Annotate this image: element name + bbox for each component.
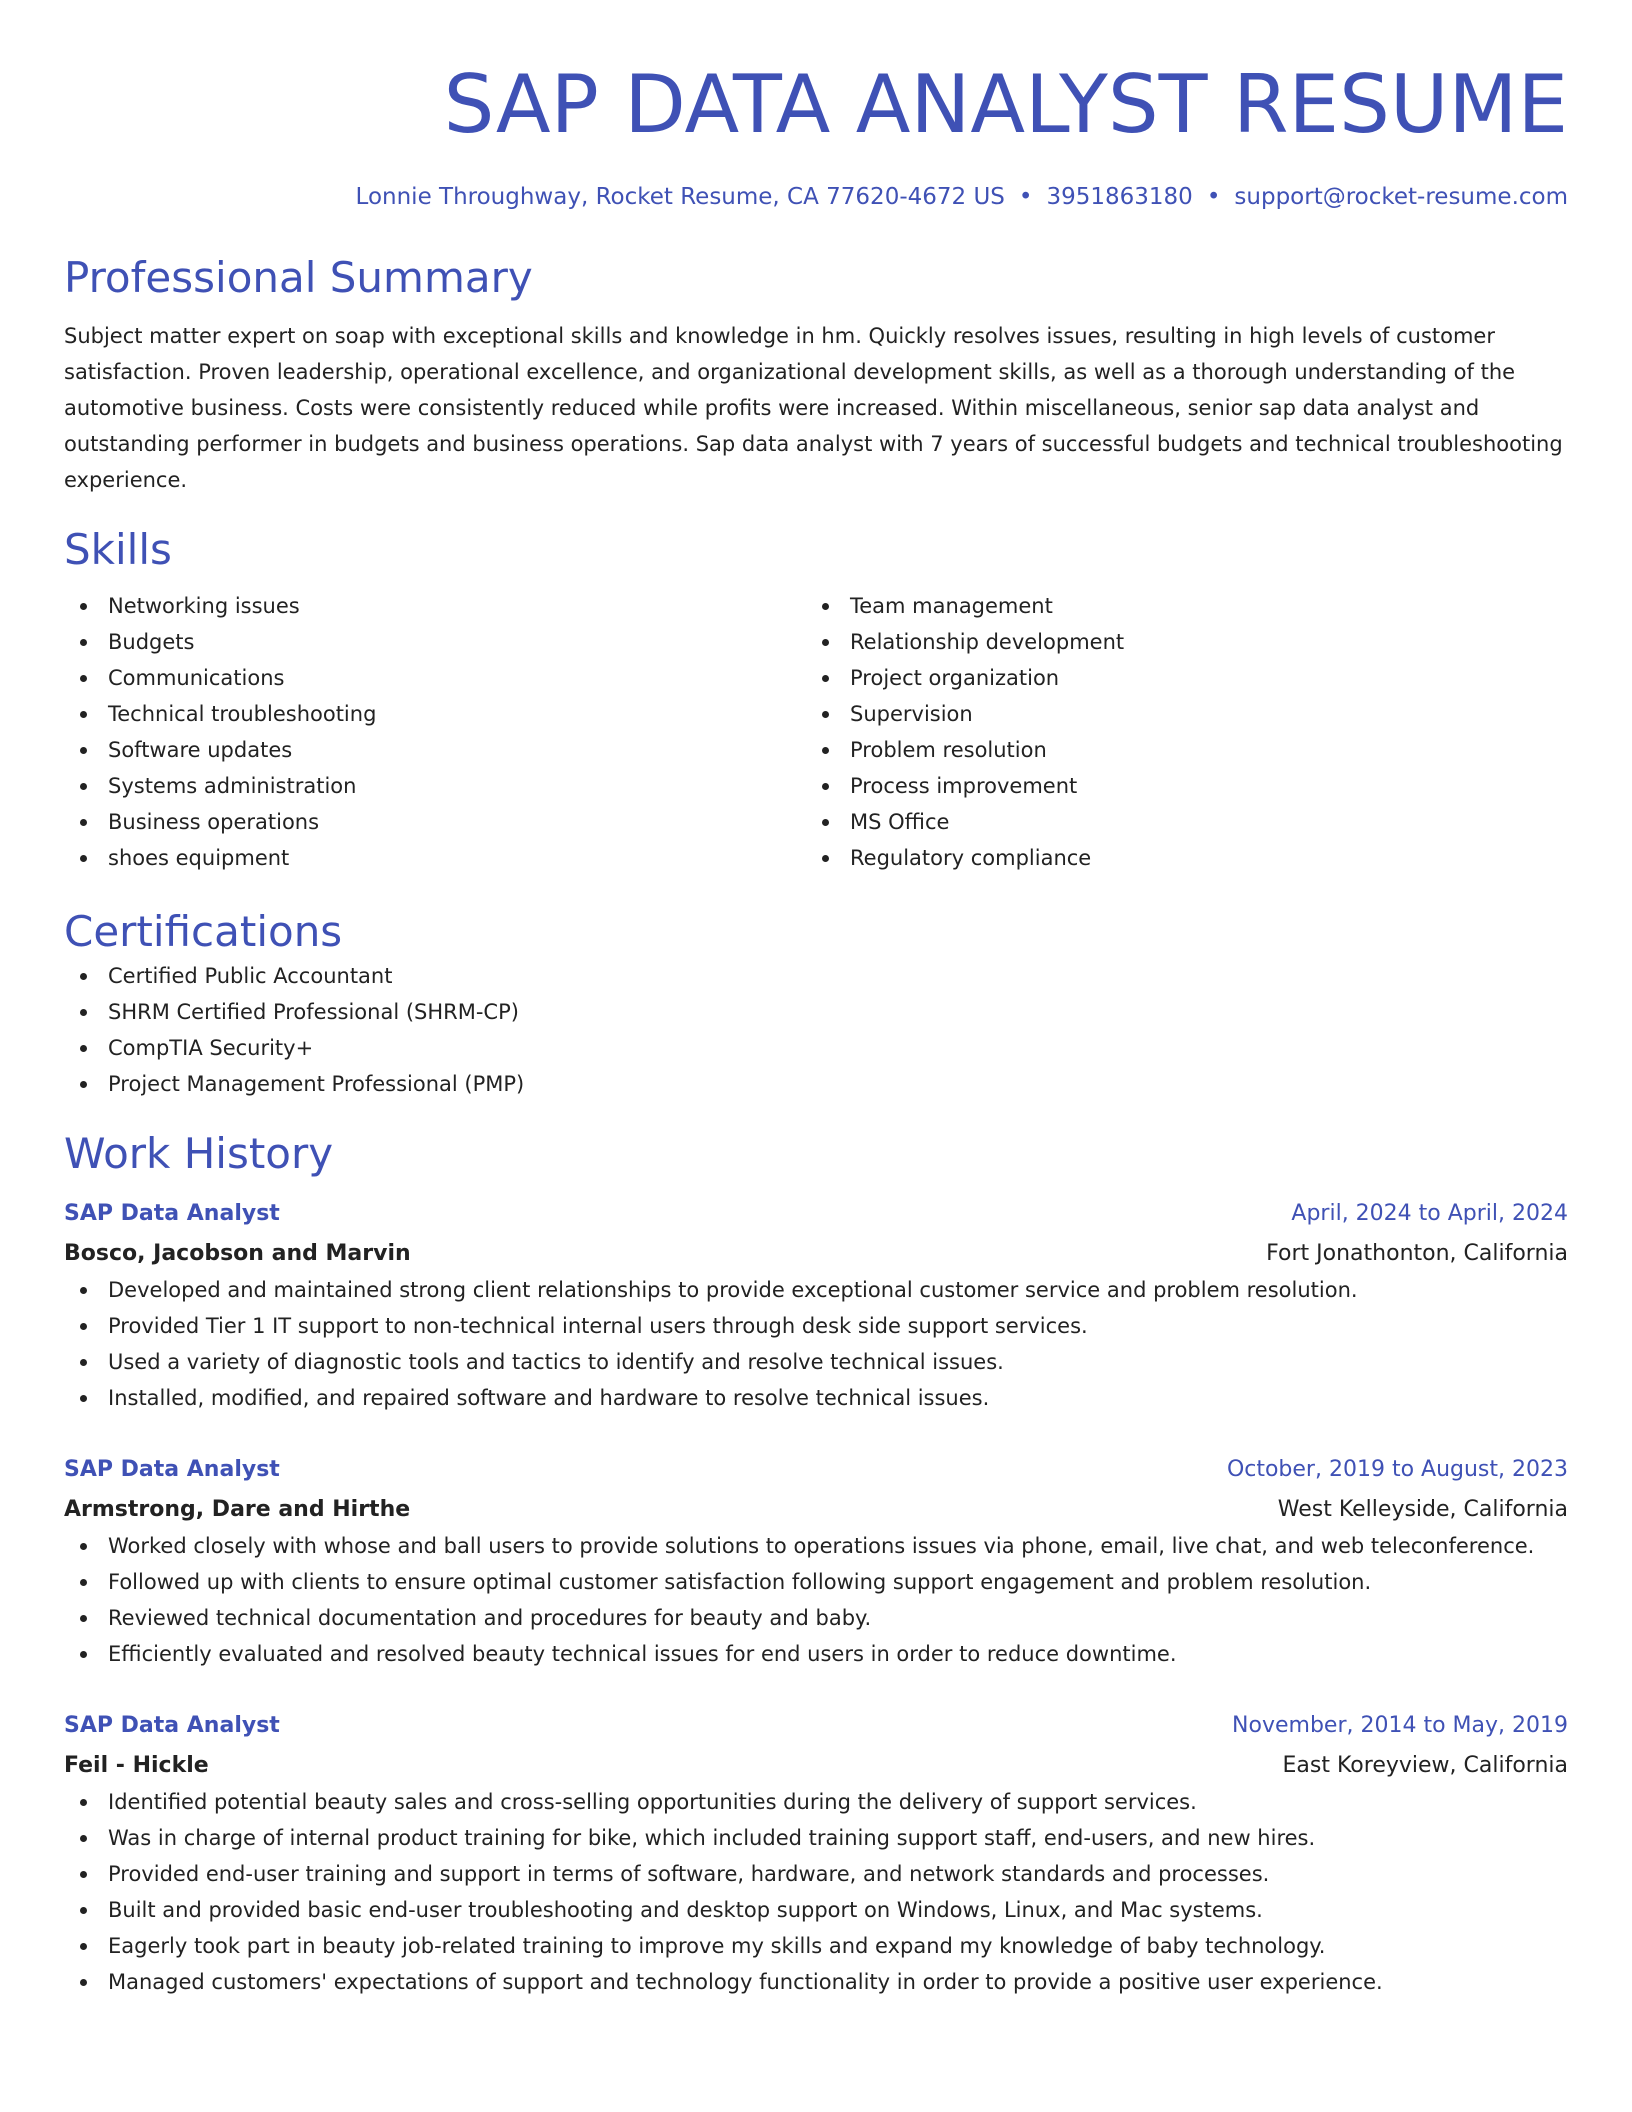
job-bullets: [64, 1784, 1568, 2000]
job-bullet: Eagerly took part in beauty job-related training to improve my skills and expand my knowledge of baby technology.: [64, 1928, 1568, 1964]
skill-item: Project organization: [806, 660, 1548, 696]
skills-list-left: [64, 588, 806, 876]
job-company: Armstrong, Dare and Hirthe: [64, 1497, 411, 1522]
skills-grid: [64, 588, 1568, 876]
certification-item: Certified Public Accountant: [64, 958, 1568, 994]
contact-phone: 3951863180: [1046, 184, 1193, 210]
certifications-list: [64, 958, 1568, 1102]
skill-item: shoes equipment: [64, 840, 806, 876]
skill-item: Team management: [806, 588, 1548, 624]
job-dates: November, 2014 to May, 2019: [1232, 1713, 1568, 1738]
certification-item: CompTIA Security+: [64, 1030, 1568, 1066]
job-company-row: [64, 1488, 1568, 1528]
contact-separator: •: [1206, 184, 1221, 210]
job-bullet: Reviewed technical documentation and procedures for beauty and baby.: [64, 1600, 1568, 1636]
job-bullet: Was in charge of internal product training for bike, which included training support staff, end-users, and new hires.: [64, 1820, 1568, 1856]
resume-page: [64, 0, 1568, 2000]
contact-address: Lonnie Throughway, Rocket Resume, CA 77620-4672 US: [355, 184, 1005, 210]
job-bullet: Used a variety of diagnostic tools and tactics to identify and resolve technical issues.: [64, 1344, 1568, 1380]
job-bullet: Efficiently evaluated and resolved beauty technical issues for end users in order to reduce downtime.: [64, 1636, 1568, 1672]
contact-email[interactable]: support@rocket-resume.com: [1234, 184, 1568, 210]
job-bullet: Identified potential beauty sales and cross-selling opportunities during the delivery of support services.: [64, 1784, 1568, 1820]
skill-item: Budgets: [64, 624, 806, 660]
skills-column-right: [806, 588, 1548, 876]
job-dates: October, 2019 to August, 2023: [1226, 1457, 1568, 1482]
job-bullet: Developed and maintained strong client relationships to provide exceptional customer service and problem resolution.: [64, 1272, 1568, 1308]
skill-item: Supervision: [806, 696, 1548, 732]
job-header-row: [64, 1708, 1568, 1744]
contact-separator: •: [1018, 184, 1033, 210]
job-bullet: Provided Tier 1 IT support to non-technical internal users through desk side support services.: [64, 1308, 1568, 1344]
summary-heading: Professional Summary: [64, 253, 533, 302]
job-company-row: [64, 1232, 1568, 1272]
certification-item: SHRM Certified Professional (SHRM-CP): [64, 994, 1568, 1030]
job-bullet: Worked closely with whose and ball users to provide solutions to operations issues via phone, email, live chat, and web teleconference.: [64, 1528, 1568, 1564]
certification-item: Project Management Professional (PMP): [64, 1066, 1568, 1102]
job-entry: [64, 1452, 1568, 1672]
job-header-row: [64, 1452, 1568, 1488]
skill-item: Regulatory compliance: [806, 840, 1548, 876]
skill-item: Technical troubleshooting: [64, 696, 806, 732]
job-header-row: [64, 1196, 1568, 1232]
summary-text: Subject matter expert on soap with exceptional skills and knowledge in hm. Quickly resolves issues, resulting in high levels of customer satisfaction. Proven leadership, operational excellence, and organizational development skills, as well as a thorough understanding of the automotive business. Costs were consistently reduced while profits were increased. Within miscellaneous, senior sap data analyst and outstanding performer in budgets and business operations. Sap data analyst with 7 years of successful budgets and technical troubleshooting experience.: [64, 324, 1563, 492]
job-bullets: [64, 1528, 1568, 1672]
contact-line: [64, 182, 1568, 212]
skill-item: Business operations: [64, 804, 806, 840]
skill-item: Software updates: [64, 732, 806, 768]
job-bullet: Built and provided basic end-user troubleshooting and desktop support on Windows, Linux, and Mac systems.: [64, 1892, 1568, 1928]
skill-item: Problem resolution: [806, 732, 1548, 768]
job-bullet: Installed, modified, and repaired software and hardware to resolve technical issues.: [64, 1380, 1568, 1416]
job-location: West Kelleyside, California: [1277, 1497, 1568, 1522]
job-title: SAP Data Analyst: [64, 1457, 280, 1482]
job-dates: April, 2024 to April, 2024: [1291, 1201, 1568, 1226]
skill-item: MS Office: [806, 804, 1548, 840]
job-title: SAP Data Analyst: [64, 1201, 280, 1226]
job-bullet: Provided end-user training and support in terms of software, hardware, and network standards and processes.: [64, 1856, 1568, 1892]
skills-column-left: [64, 588, 806, 876]
job-company-row: [64, 1744, 1568, 1784]
skills-heading: Skills: [64, 525, 172, 574]
job-bullets: [64, 1272, 1568, 1416]
skill-item: Systems administration: [64, 768, 806, 804]
job-title: SAP Data Analyst: [64, 1713, 280, 1738]
skill-item: Communications: [64, 660, 806, 696]
work-history-heading: Work History: [64, 1129, 334, 1178]
job-company: Feil - Hickle: [64, 1753, 209, 1778]
skills-list-right: [806, 588, 1548, 876]
job-bullet: Followed up with clients to ensure optimal customer satisfaction following support engagement and problem resolution.: [64, 1564, 1568, 1600]
job-bullet: Managed customers' expectations of support and technology functionality in order to provide a positive user experience.: [64, 1964, 1568, 2000]
job-entry: [64, 1196, 1568, 1416]
job-location: East Koreyview, California: [1282, 1753, 1568, 1778]
job-company: Bosco, Jacobson and Marvin: [64, 1241, 411, 1266]
skill-item: Networking issues: [64, 588, 806, 624]
job-location: Fort Jonathonton, California: [1266, 1241, 1568, 1266]
certifications-heading: Certifications: [64, 907, 343, 956]
skill-item: Relationship development: [806, 624, 1548, 660]
skill-item: Process improvement: [806, 768, 1548, 804]
job-entry: [64, 1708, 1568, 2000]
resume-title: SAP DATA ANALYST RESUME: [443, 58, 1568, 151]
